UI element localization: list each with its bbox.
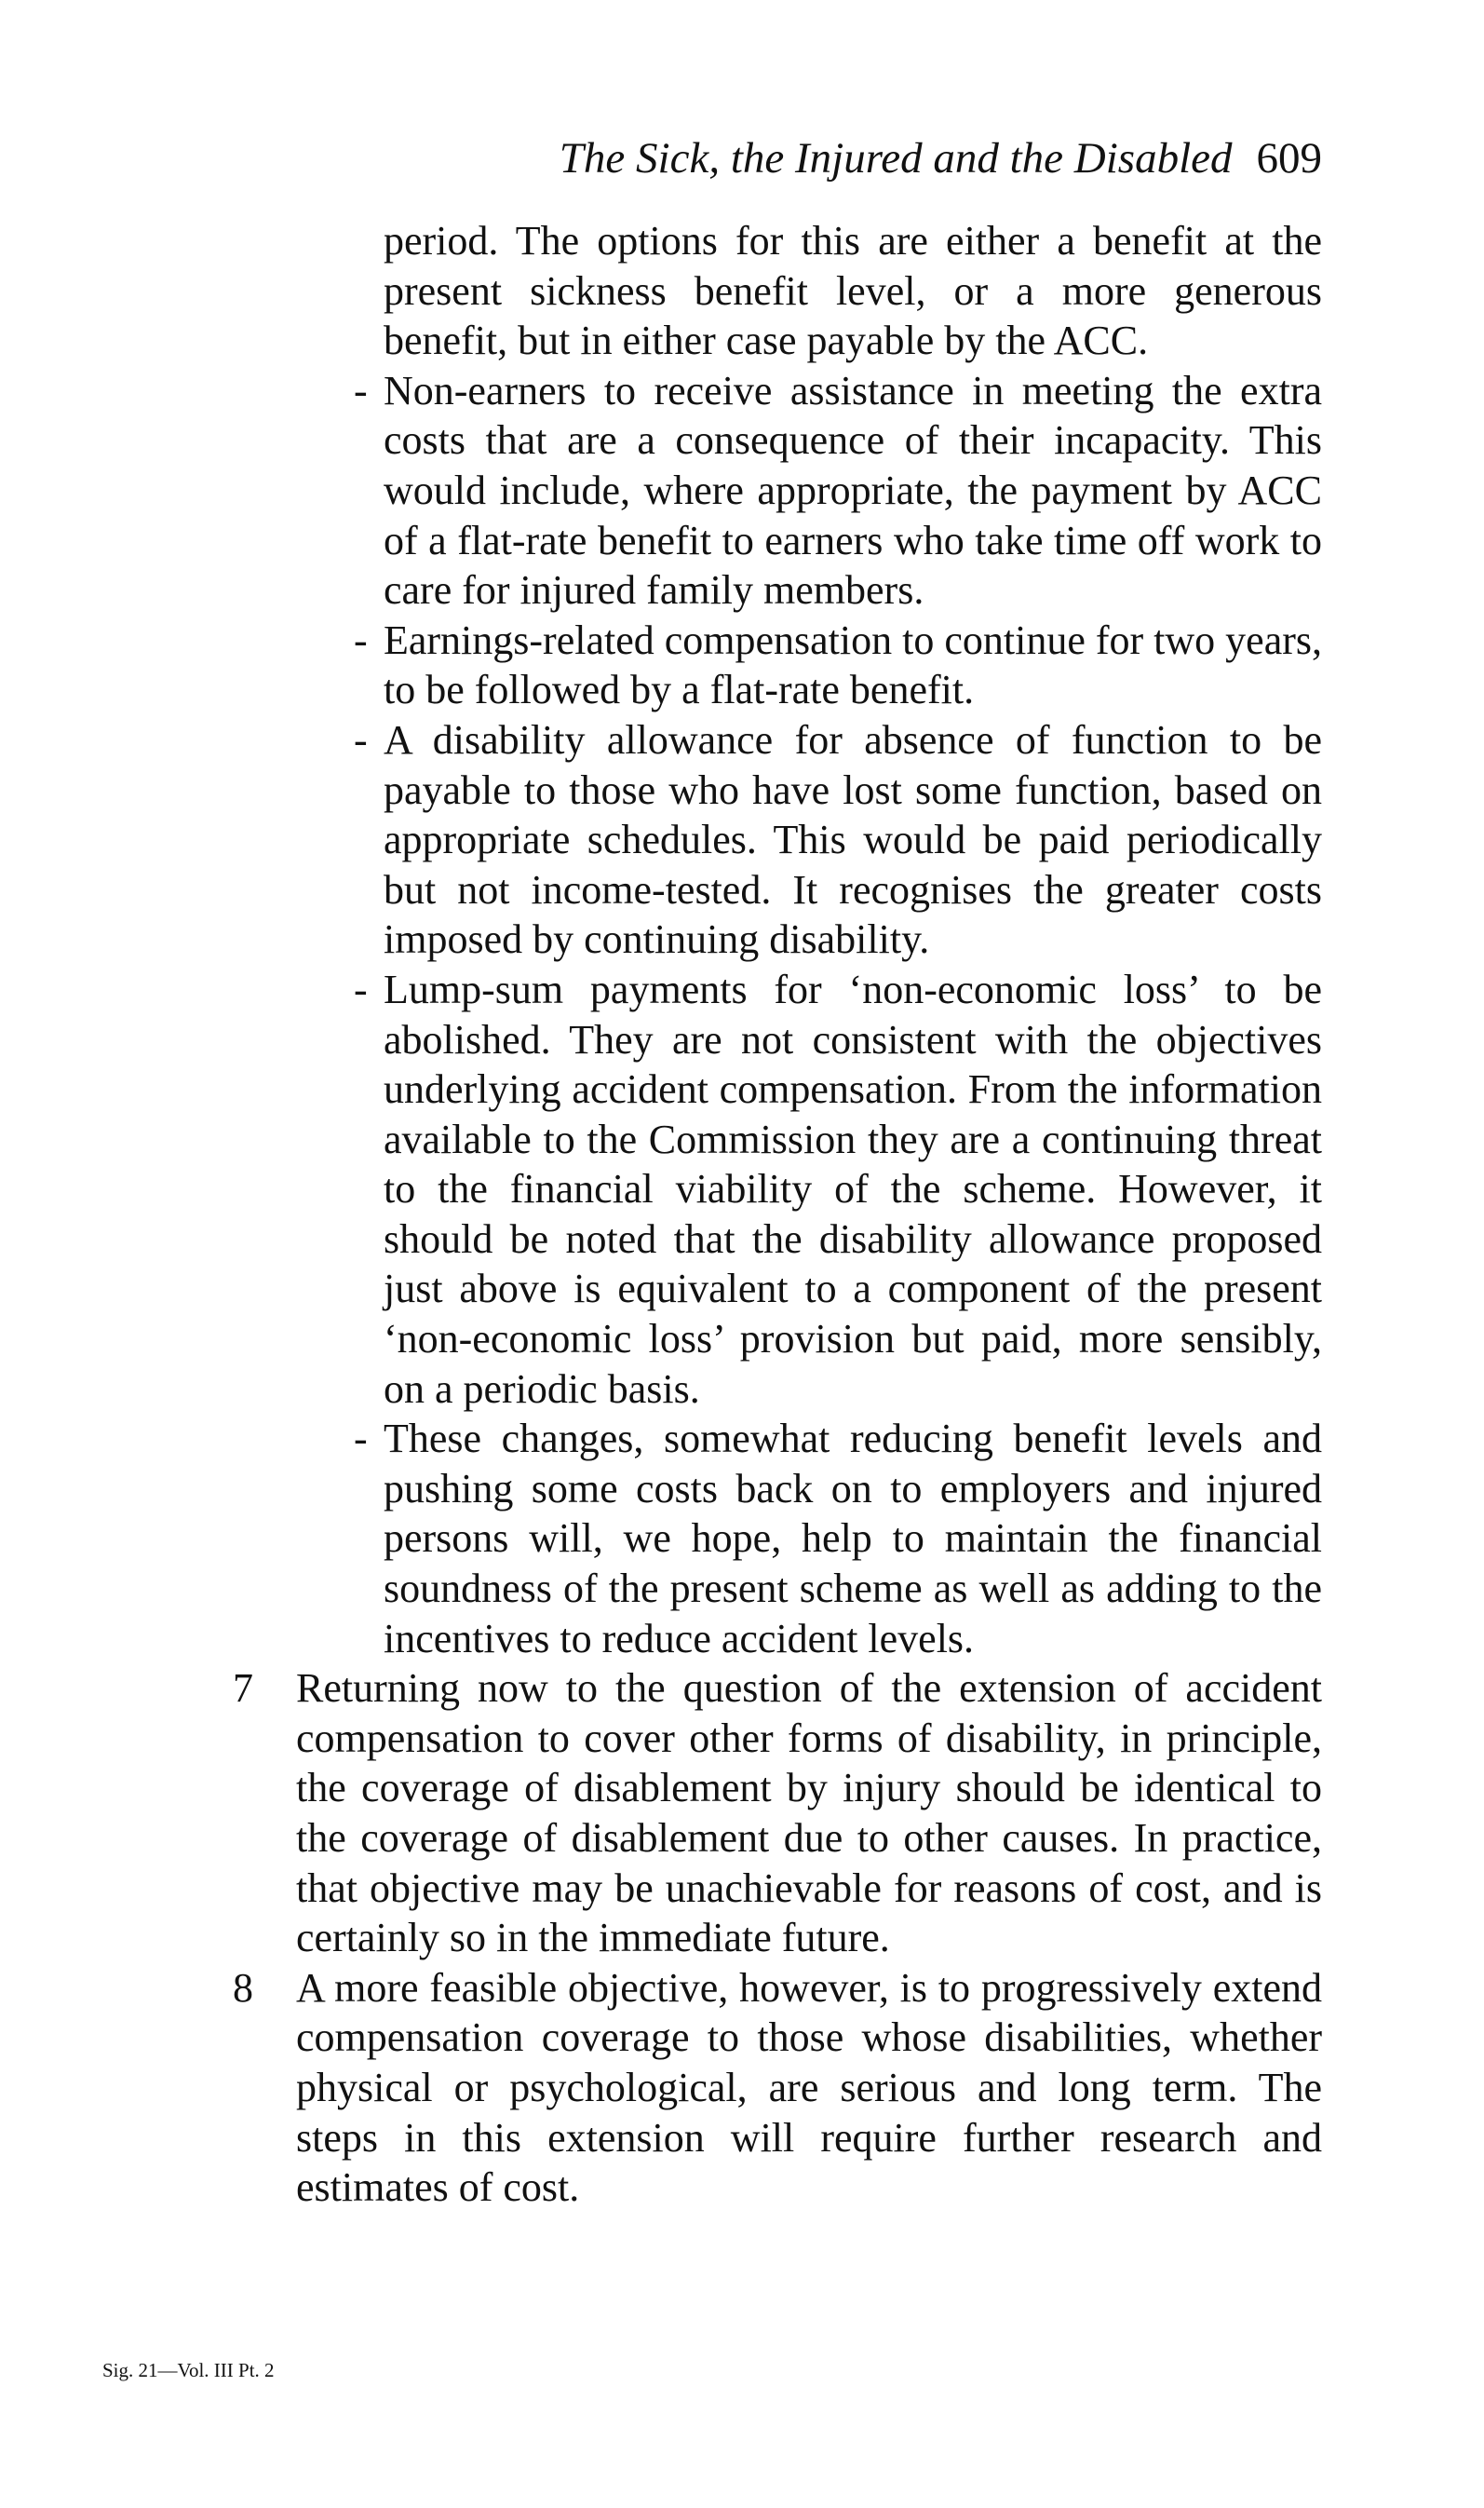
list-item-text: Earnings-related compensation to continue for two years, to be followed by a flat-rate benefit. xyxy=(384,617,1323,713)
list-item xyxy=(354,366,1322,616)
page-number: 609 xyxy=(1256,134,1322,183)
numbered-paragraph-8 xyxy=(233,1963,1322,2213)
paragraph-text: A more feasible objective, however, is to progressively extend compensation coverage to those whose disabilities, whether physical or psychological, are serious and long term. The steps in this extension will require further research and estimates of cost. xyxy=(296,1964,1322,2211)
list-item xyxy=(354,1414,1322,1663)
signature-mark: Sig. 21—Vol. III Pt. 2 xyxy=(102,2359,275,2381)
paragraph-number: 8 xyxy=(233,1964,253,2011)
paragraph-text: Returning now to the question of the extension of accident compensation to cover other forms of disability, in principle, the coverage of disablement by injury should be identical to the coverage of disablement due to other causes. In practice, that objective may be unachievable for reasons of cost, and is certainly so in the immediate future. xyxy=(296,1665,1322,1961)
running-head-title: The Sick, the Injured and the Disabled xyxy=(559,134,1233,183)
continuation-paragraph: period. The options for this are either a benefit at the present sickness benefit level, or a more generous benefit, but in either case payable by the ACC. xyxy=(384,218,1322,364)
numbered-paragraph-7 xyxy=(233,1663,1322,1963)
dash-bullet: - xyxy=(354,1416,368,1462)
paragraph-number: 7 xyxy=(233,1665,253,1712)
list-item-text: A disability allowance for absence of function to be payable to those who have lost some function, based on appropriate schedules. This would be paid periodically but not income-tested. It recognises the greater costs imposed by continuing disability. xyxy=(384,716,1322,963)
dash-bullet: - xyxy=(354,367,368,413)
list-item xyxy=(354,616,1323,715)
list-item-text: Lump-sum payments for ‘non-economic loss’ to be abolished. They are not consistent with the objectives underlying accident compensation. From the information available to the Commission they are a continuing threat to the financial viability of the scheme. However, it should be noted that the disability allowance proposed just above is equivalent to a component of the present ‘non-economic loss’ provision but paid, more sensibly, on a periodic basis. xyxy=(384,966,1322,1412)
dash-bullet: - xyxy=(354,617,368,663)
list-item-text: Non-earners to receive assistance in meeting the extra costs that are a consequence of their incapacity. This would include, where appropriate, the payment by ACC of a flat-rate benefit to earners who take time off work to care for injured family members. xyxy=(384,367,1322,614)
dash-bullet: - xyxy=(354,716,368,763)
list-item xyxy=(354,715,1322,965)
body-text xyxy=(233,216,1323,2213)
list-item xyxy=(354,965,1322,1414)
dash-bullet: - xyxy=(354,966,368,1012)
running-head xyxy=(279,130,1322,186)
list-item-text: These changes, somewhat reducing benefit levels and pushing some costs back on to employers and injured persons will, we hope, help to maintain the financial soundness of the present scheme as well as adding to the incentives to reduce accident levels. xyxy=(384,1416,1322,1661)
